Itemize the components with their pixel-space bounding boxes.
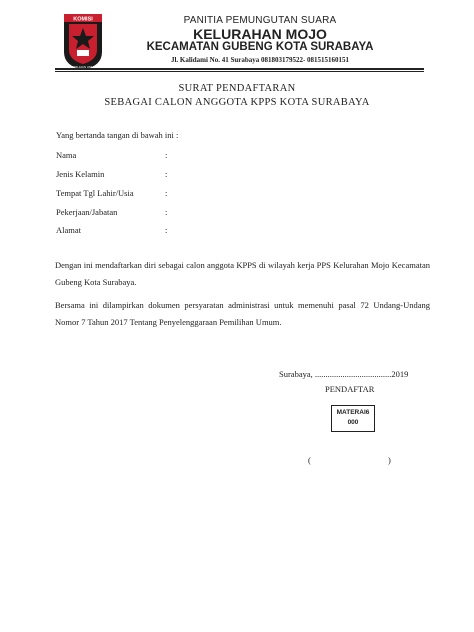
header-kecamatan: KECAMATAN GUBENG KOTA SURABAYA xyxy=(146,41,374,53)
field-colon: : xyxy=(165,188,168,198)
field-label-alamat: Alamat xyxy=(56,225,82,235)
header-committee: PANITIA PEMUNGUTAN SUARA xyxy=(183,15,337,26)
header-rule-thick xyxy=(55,68,424,70)
field-colon: : xyxy=(165,169,168,179)
stamp-box xyxy=(331,405,375,432)
kpu-logo-icon xyxy=(60,12,106,72)
field-label-jenis-kelamin: Jenis Kelamin xyxy=(56,169,105,179)
stamp-label: MATERAI6 xyxy=(336,409,370,416)
header-rule-thin xyxy=(55,71,424,72)
intro-text: Yang bertanda tangan di bawah ini : xyxy=(56,130,179,140)
document-subtitle: SEBAGAI CALON ANGGOTA KPPS KOTA SURABAYA xyxy=(104,97,370,108)
field-colon: : xyxy=(165,207,168,217)
logo-bottom-text: PEMILIHAN UMUM xyxy=(69,65,97,69)
field-colon: : xyxy=(165,225,168,235)
document-title: SURAT PENDAFTARAN xyxy=(178,83,296,94)
name-paren-open: ( xyxy=(308,455,311,465)
header-kelurahan: KELURAHAN MOJO xyxy=(193,26,327,42)
logo-top-text: KOMISI xyxy=(73,16,93,23)
name-paren-close: ) xyxy=(388,455,391,465)
registration-paragraph: Dengan ini mendaftarkan diri sebagai calon anggota KPPS di wilayah kerja PPS Kelurahan Mojo Kecamatan Gubeng Kota Surabaya. xyxy=(55,260,430,287)
stamp-value: 000 xyxy=(347,419,359,426)
attachment-paragraph: Bersama ini dilampirkan dokumen persyaratan administrasi untuk memenuhi pasal 72 Undang-Undang Nomor 7 Tahun 2017 Tentang Penyelenggaraan Pemilihan Umum. xyxy=(55,300,430,327)
signer-role: PENDAFTAR xyxy=(325,384,375,394)
field-label-tempat-tgl-lahir: Tempat Tgl Lahir/Usia xyxy=(56,188,134,198)
field-label-pekerjaan: Pekerjaan/Jabatan xyxy=(56,207,118,217)
header-address: Jl. Kalidami No. 41 Surabaya 081803179522- 081515160151 xyxy=(170,56,350,64)
field-colon: : xyxy=(165,150,168,160)
field-label-nama: Nama xyxy=(56,150,77,160)
place-date: Surabaya, ....................................2019 xyxy=(279,369,409,379)
